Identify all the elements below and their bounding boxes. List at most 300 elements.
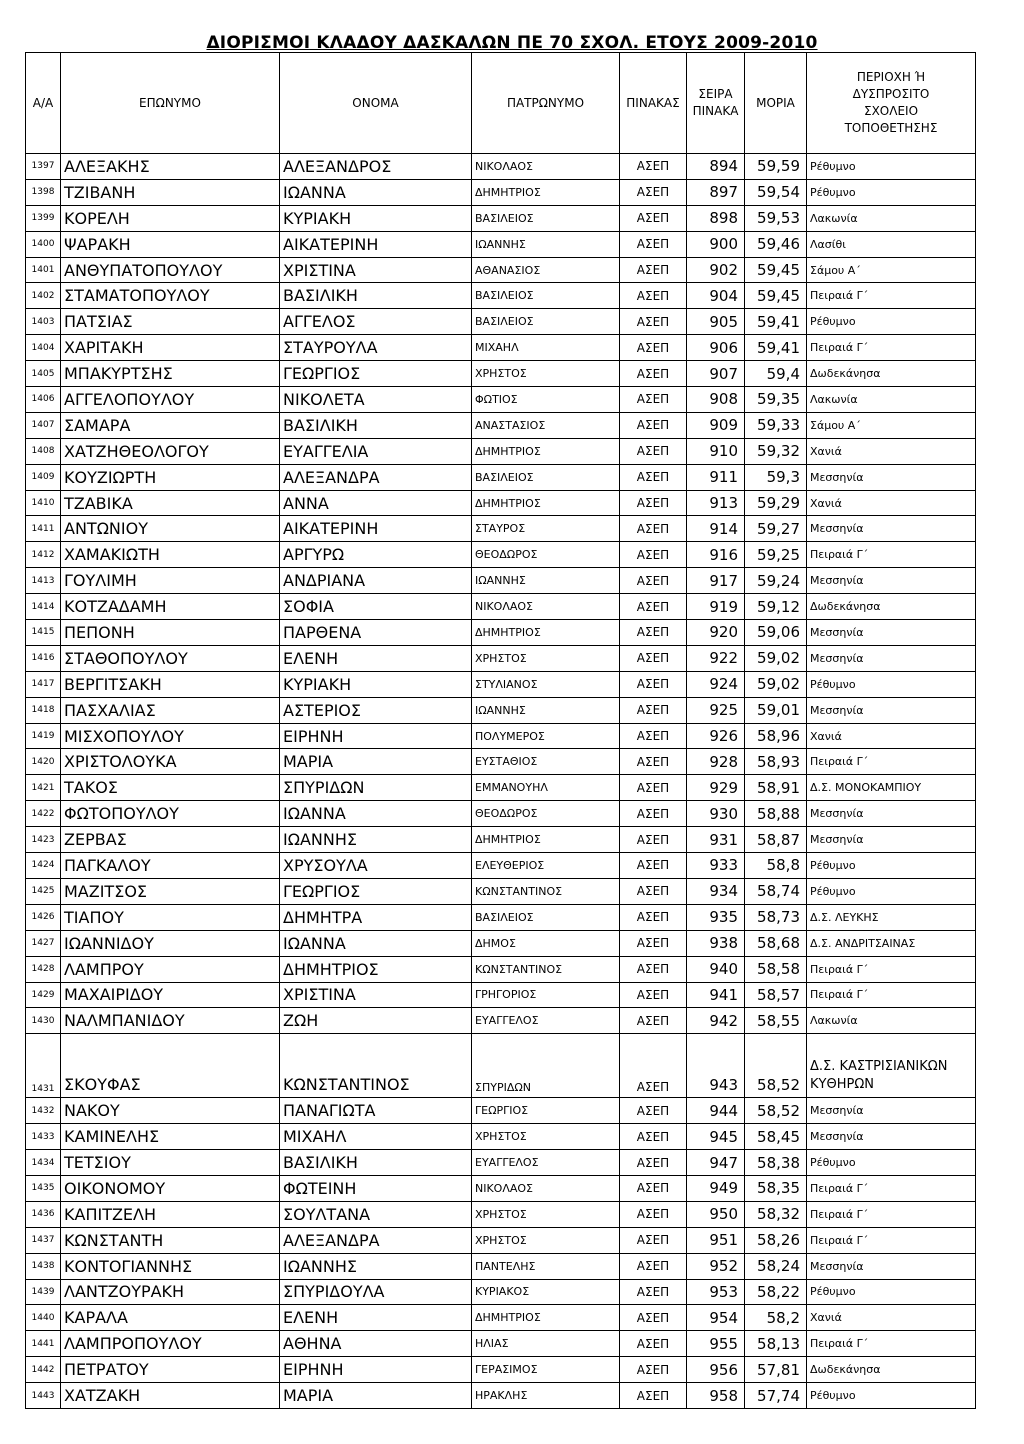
row-aa: 1424: [26, 853, 61, 879]
row-surname: ΤΑΚΟΣ: [61, 775, 280, 801]
row-father-name: ΔΗΜΟΣ: [472, 930, 620, 956]
row-pinakas: ΑΣΕΠ: [620, 154, 687, 180]
table-row: [26, 853, 976, 879]
row-pinakas: ΑΣΕΠ: [620, 930, 687, 956]
row-region: Μεσσηνία: [807, 1124, 976, 1150]
row-moria: 58,52: [745, 1098, 807, 1124]
row-father-name: ΕΛΕΥΘΕΡΙΟΣ: [472, 853, 620, 879]
row-name: ΧΡΙΣΤΙΝΑ: [280, 257, 472, 283]
row-seira: 913: [687, 490, 745, 516]
table-row: [26, 361, 976, 387]
row-pinakas: ΑΣΕΠ: [620, 490, 687, 516]
row-region: Λακωνία: [807, 387, 976, 413]
row-surname: ΧΡΙΣΤΟΛΟΥΚΑ: [61, 749, 280, 775]
row-name: ΧΡΙΣΤΙΝΑ: [280, 982, 472, 1008]
row-region: Ρέθυμνο: [807, 154, 976, 180]
row-surname: ΠΑΓΚΑΛΟΥ: [61, 853, 280, 879]
row-father-name: ΗΡΑΚΛΗΣ: [472, 1383, 620, 1409]
row-surname: ΠΑΣΧΑΛΙΑΣ: [61, 697, 280, 723]
row-father-name: ΔΗΜΗΤΡΙΟΣ: [472, 1305, 620, 1331]
row-surname: ΚΑΜΙΝΕΛΗΣ: [61, 1124, 280, 1150]
row-surname: ΛΑΜΠΡΟΠΟΥΛΟΥ: [61, 1331, 280, 1357]
row-region: Σάμου Α΄: [807, 257, 976, 283]
row-moria: 59,3: [745, 464, 807, 490]
row-region: Λακωνία: [807, 205, 976, 231]
row-pinakas: ΑΣΕΠ: [620, 982, 687, 1008]
row-moria: 57,74: [745, 1383, 807, 1409]
row-name: ΑΝΝΑ: [280, 490, 472, 516]
row-father-name: ΒΑΣΙΛΕΙΟΣ: [472, 309, 620, 335]
row-aa: 1440: [26, 1305, 61, 1331]
row-father-name: ΔΗΜΗΤΡΙΟΣ: [472, 490, 620, 516]
row-seira: 906: [687, 335, 745, 361]
row-name: ΕΥΑΓΓΕΛΙΑ: [280, 438, 472, 464]
row-seira: 931: [687, 827, 745, 853]
row-aa: 1415: [26, 620, 61, 646]
row-aa: 1409: [26, 464, 61, 490]
row-region: Μεσσηνία: [807, 620, 976, 646]
row-moria: 58,24: [745, 1253, 807, 1279]
row-moria: 59,53: [745, 205, 807, 231]
row-name: ΑΛΕΞΑΝΔΡΑ: [280, 464, 472, 490]
row-region: Πειραιά Γ΄: [807, 335, 976, 361]
row-aa: 1433: [26, 1124, 61, 1150]
table-row: [26, 464, 976, 490]
row-name: ΜΑΡΙΑ: [280, 749, 472, 775]
row-surname: ΚΑΡΑΛΑ: [61, 1305, 280, 1331]
table-row: [26, 1175, 976, 1201]
table-row: [26, 438, 976, 464]
row-aa: 1436: [26, 1201, 61, 1227]
row-father-name: ΠΑΝΤΕΛΗΣ: [472, 1253, 620, 1279]
row-aa: 1430: [26, 1008, 61, 1034]
row-seira: 940: [687, 956, 745, 982]
row-aa: 1427: [26, 930, 61, 956]
row-moria: 58,45: [745, 1124, 807, 1150]
table-row: [26, 801, 976, 827]
row-name: ΦΩΤΕΙΝΗ: [280, 1175, 472, 1201]
row-name: ΚΥΡΙΑΚΗ: [280, 671, 472, 697]
row-aa: 1420: [26, 749, 61, 775]
row-seira: 938: [687, 930, 745, 956]
row-moria: 59,41: [745, 309, 807, 335]
row-surname: ΣΤΑΘΟΠΟΥΛΟΥ: [61, 645, 280, 671]
row-father-name: ΝΙΚΟΛΑΟΣ: [472, 594, 620, 620]
row-surname: ΚΑΠΙΤΖΕΛΗ: [61, 1201, 280, 1227]
row-father-name: ΘΕΟΔΩΡΟΣ: [472, 801, 620, 827]
row-surname: ΤΙΑΠΟΥ: [61, 904, 280, 930]
row-name: ΑΘΗΝΑ: [280, 1331, 472, 1357]
row-aa: 1406: [26, 387, 61, 413]
row-seira: 955: [687, 1331, 745, 1357]
row-moria: 59,4: [745, 361, 807, 387]
row-region: Μεσσηνία: [807, 464, 976, 490]
row-moria: 57,81: [745, 1357, 807, 1383]
row-region: Ρέθυμνο: [807, 1279, 976, 1305]
row-aa: 1410: [26, 490, 61, 516]
row-moria: 59,06: [745, 620, 807, 646]
row-surname: ΧΑΜΑΚΙΩΤΗ: [61, 542, 280, 568]
row-surname: ΛΑΜΠΡΟΥ: [61, 956, 280, 982]
row-name: ΑΙΚΑΤΕΡΙΝΗ: [280, 516, 472, 542]
header-pinakas: ΠΙΝΑΚΑΣ: [620, 53, 687, 154]
row-moria: 58,22: [745, 1279, 807, 1305]
row-seira: 950: [687, 1201, 745, 1227]
row-pinakas: ΑΣΕΠ: [620, 1201, 687, 1227]
row-seira: 945: [687, 1124, 745, 1150]
row-father-name: ΕΜΜΑΝΟΥΗΛ: [472, 775, 620, 801]
row-surname: ΤΖΙΒΑΝΗ: [61, 179, 280, 205]
row-moria: 59,02: [745, 671, 807, 697]
row-seira: 916: [687, 542, 745, 568]
header-surname: ΕΠΩΝΥΜΟ: [61, 53, 280, 154]
row-region: Μεσσηνία: [807, 697, 976, 723]
table-row: [26, 1150, 976, 1176]
table-row: [26, 594, 976, 620]
row-father-name: ΕΥΑΓΓΕΛΟΣ: [472, 1150, 620, 1176]
row-surname: ΧΑΤΖΑΚΗ: [61, 1383, 280, 1409]
row-surname: ΠΕΠΟΝΗ: [61, 620, 280, 646]
row-surname: ΣΚΟΥΦΑΣ: [61, 1034, 280, 1098]
row-surname: ΧΑΡΙΤΑΚΗ: [61, 335, 280, 361]
row-father-name: ΔΗΜΗΤΡΙΟΣ: [472, 438, 620, 464]
row-father-name: ΗΛΙΑΣ: [472, 1331, 620, 1357]
row-seira: 910: [687, 438, 745, 464]
row-name: ΜΙΧΑΗΛ: [280, 1124, 472, 1150]
row-pinakas: ΑΣΕΠ: [620, 1279, 687, 1305]
row-seira: 951: [687, 1227, 745, 1253]
row-region: Λασίθι: [807, 231, 976, 257]
row-moria: 59,29: [745, 490, 807, 516]
table-body: [26, 154, 976, 1409]
header-region-line1: ΠΕΡΙΟΧΗ Ή: [856, 70, 926, 84]
row-aa: 1417: [26, 671, 61, 697]
row-seira: 917: [687, 568, 745, 594]
header-region-line2: ΔΥΣΠΡΟΣΙΤΟ: [852, 87, 930, 101]
row-moria: 59,02: [745, 645, 807, 671]
row-aa: 1443: [26, 1383, 61, 1409]
row-father-name: ΑΘΑΝΑΣΙΟΣ: [472, 257, 620, 283]
row-seira: 920: [687, 620, 745, 646]
header-region-line3: ΣΧΟΛΕΙΟ: [863, 104, 919, 118]
row-name: ΙΩΑΝΝΑ: [280, 179, 472, 205]
row-aa: 1398: [26, 179, 61, 205]
row-surname: ΣΤΑΜΑΤΟΠΟΥΛΟΥ: [61, 283, 280, 309]
row-pinakas: ΑΣΕΠ: [620, 205, 687, 231]
row-seira: 897: [687, 179, 745, 205]
table-row: [26, 775, 976, 801]
row-aa: 1425: [26, 878, 61, 904]
row-region: Πειραιά Γ΄: [807, 1201, 976, 1227]
row-father-name: ΓΕΩΡΓΙΟΣ: [472, 1098, 620, 1124]
row-aa: 1400: [26, 231, 61, 257]
row-aa: 1423: [26, 827, 61, 853]
table-row: [26, 1227, 976, 1253]
row-pinakas: ΑΣΕΠ: [620, 1008, 687, 1034]
row-region: Μεσσηνία: [807, 516, 976, 542]
row-father-name: ΙΩΑΝΝΗΣ: [472, 231, 620, 257]
row-seira: 922: [687, 645, 745, 671]
table-row: [26, 154, 976, 180]
row-surname: ΚΟΝΤΟΓΙΑΝΝΗΣ: [61, 1253, 280, 1279]
table-row: [26, 930, 976, 956]
row-name: ΣΤΑΥΡΟΥΛΑ: [280, 335, 472, 361]
header-seira: [687, 53, 745, 154]
row-pinakas: ΑΣΕΠ: [620, 438, 687, 464]
row-surname: ΙΩΑΝΝΙΔΟΥ: [61, 930, 280, 956]
row-pinakas: ΑΣΕΠ: [620, 645, 687, 671]
table-row: [26, 1305, 976, 1331]
row-pinakas: ΑΣΕΠ: [620, 1357, 687, 1383]
row-aa: 1416: [26, 645, 61, 671]
row-region: Ρέθυμνο: [807, 1150, 976, 1176]
row-seira: 935: [687, 904, 745, 930]
row-seira: 956: [687, 1357, 745, 1383]
document-title: ΔΙΟΡΙΣΜΟΙ ΚΛΑΔΟΥ ΔΑΣΚΑΛΩΝ ΠΕ 70 ΣΧΟΛ. ΕΤΟΥΣ 2009-2010: [206, 33, 818, 53]
row-moria: 58,52: [745, 1034, 807, 1098]
row-seira: 947: [687, 1150, 745, 1176]
row-name: ΝΙΚΟΛΕΤΑ: [280, 387, 472, 413]
table-row: [26, 568, 976, 594]
row-moria: 59,45: [745, 257, 807, 283]
row-aa: 1434: [26, 1150, 61, 1176]
row-pinakas: ΑΣΕΠ: [620, 775, 687, 801]
row-moria: 59,41: [745, 335, 807, 361]
row-moria: 59,35: [745, 387, 807, 413]
row-name: ΙΩΑΝΝΗΣ: [280, 827, 472, 853]
row-seira: 894: [687, 154, 745, 180]
row-region: Μεσσηνία: [807, 1253, 976, 1279]
row-seira: 953: [687, 1279, 745, 1305]
row-region: Πειραιά Γ΄: [807, 982, 976, 1008]
row-seira: 926: [687, 723, 745, 749]
row-pinakas: ΑΣΕΠ: [620, 542, 687, 568]
row-seira: 908: [687, 387, 745, 413]
row-pinakas: ΑΣΕΠ: [620, 1175, 687, 1201]
row-seira: 942: [687, 1008, 745, 1034]
row-father-name: ΧΡΗΣΤΟΣ: [472, 1227, 620, 1253]
row-name: ΠΑΝΑΓΙΩΤΑ: [280, 1098, 472, 1124]
row-father-name: ΚΩΝΣΤΑΝΤΙΝΟΣ: [472, 878, 620, 904]
row-moria: 59,01: [745, 697, 807, 723]
row-moria: 58,32: [745, 1201, 807, 1227]
row-pinakas: ΑΣΕΠ: [620, 516, 687, 542]
table-row: [26, 387, 976, 413]
row-father-name: ΣΠΥΡΙΔΩΝ: [472, 1034, 620, 1098]
row-aa: 1428: [26, 956, 61, 982]
row-surname: ΜΑΧΑΙΡΙΔΟΥ: [61, 982, 280, 1008]
table-row: [26, 179, 976, 205]
row-seira: 954: [687, 1305, 745, 1331]
row-moria: 59,46: [745, 231, 807, 257]
row-region: Δ.Σ. ΜΟΝΟΚΑΜΠΙΟΥ: [807, 775, 976, 801]
row-name: ΓΕΩΡΓΙΟΣ: [280, 361, 472, 387]
table-row: [26, 827, 976, 853]
row-aa: 1405: [26, 361, 61, 387]
row-moria: 58,74: [745, 878, 807, 904]
row-region: Δ.Σ. ΑΝΔΡΙΤΣΑΙΝΑΣ: [807, 930, 976, 956]
row-region: Δωδεκάνησα: [807, 361, 976, 387]
row-pinakas: ΑΣΕΠ: [620, 1124, 687, 1150]
row-pinakas: ΑΣΕΠ: [620, 568, 687, 594]
row-aa: 1435: [26, 1175, 61, 1201]
row-seira: 905: [687, 309, 745, 335]
row-region: Χανιά: [807, 1305, 976, 1331]
row-pinakas: ΑΣΕΠ: [620, 1305, 687, 1331]
row-moria: 58,93: [745, 749, 807, 775]
row-pinakas: ΑΣΕΠ: [620, 1331, 687, 1357]
row-region: Πειραιά Γ΄: [807, 749, 976, 775]
row-seira: 904: [687, 283, 745, 309]
table-row: [26, 956, 976, 982]
row-moria: 59,27: [745, 516, 807, 542]
row-seira: 900: [687, 231, 745, 257]
row-region: Μεσσηνία: [807, 827, 976, 853]
row-seira: 911: [687, 464, 745, 490]
row-father-name: ΙΩΑΝΝΗΣ: [472, 697, 620, 723]
row-seira: 902: [687, 257, 745, 283]
row-region: Μεσσηνία: [807, 801, 976, 827]
row-moria: 58,38: [745, 1150, 807, 1176]
row-seira: 934: [687, 878, 745, 904]
row-aa: 1421: [26, 775, 61, 801]
row-pinakas: ΑΣΕΠ: [620, 179, 687, 205]
row-region: Πειραιά Γ΄: [807, 1175, 976, 1201]
row-father-name: ΝΙΚΟΛΑΟΣ: [472, 154, 620, 180]
row-aa: 1408: [26, 438, 61, 464]
row-pinakas: ΑΣΕΠ: [620, 335, 687, 361]
row-region: Μεσσηνία: [807, 645, 976, 671]
row-name: ΕΛΕΝΗ: [280, 1305, 472, 1331]
row-aa: 1407: [26, 412, 61, 438]
row-moria: 59,59: [745, 154, 807, 180]
row-name: ΕΛΕΝΗ: [280, 645, 472, 671]
row-region: Ρέθυμνο: [807, 853, 976, 879]
row-pinakas: ΑΣΕΠ: [620, 361, 687, 387]
row-name: ΑΛΕΞΑΝΔΡΟΣ: [280, 154, 472, 180]
row-region: Δ.Σ. ΛΕΥΚΗΣ: [807, 904, 976, 930]
row-pinakas: ΑΣΕΠ: [620, 594, 687, 620]
row-surname: ΝΑΚΟΥ: [61, 1098, 280, 1124]
table-row: [26, 309, 976, 335]
table-header-row: [26, 53, 976, 154]
row-father-name: ΔΗΜΗΤΡΙΟΣ: [472, 827, 620, 853]
row-surname: ΚΩΝΣΤΑΝΤΗ: [61, 1227, 280, 1253]
row-aa: 1399: [26, 205, 61, 231]
row-seira: 914: [687, 516, 745, 542]
row-name: ΚΥΡΙΑΚΗ: [280, 205, 472, 231]
row-pinakas: ΑΣΕΠ: [620, 1383, 687, 1409]
row-name: ΖΩΗ: [280, 1008, 472, 1034]
row-name: ΕΙΡΗΝΗ: [280, 723, 472, 749]
table-row: [26, 1331, 976, 1357]
row-moria: 58,55: [745, 1008, 807, 1034]
row-father-name: ΒΑΣΙΛΕΙΟΣ: [472, 283, 620, 309]
table-row: [26, 904, 976, 930]
table-row: [26, 231, 976, 257]
row-region: Χανιά: [807, 438, 976, 464]
row-father-name: ΘΕΟΔΩΡΟΣ: [472, 542, 620, 568]
header-aa: Α/Α: [26, 53, 61, 154]
row-name: ΑΛΕΞΑΝΔΡΑ: [280, 1227, 472, 1253]
row-seira: 925: [687, 697, 745, 723]
row-pinakas: ΑΣΕΠ: [620, 1098, 687, 1124]
row-seira: 898: [687, 205, 745, 231]
row-seira: 930: [687, 801, 745, 827]
header-region-line4: ΤΟΠΟΘΕΤΗΣΗΣ: [844, 121, 938, 135]
header-region: [807, 53, 976, 154]
row-seira: 909: [687, 412, 745, 438]
table-row: [26, 723, 976, 749]
row-father-name: ΧΡΗΣΤΟΣ: [472, 361, 620, 387]
row-moria: 59,45: [745, 283, 807, 309]
row-seira: 944: [687, 1098, 745, 1124]
row-moria: 58,91: [745, 775, 807, 801]
row-name: ΙΩΑΝΝΗΣ: [280, 1253, 472, 1279]
row-moria: 58,13: [745, 1331, 807, 1357]
row-aa: 1422: [26, 801, 61, 827]
row-pinakas: ΑΣΕΠ: [620, 309, 687, 335]
row-aa: 1401: [26, 257, 61, 283]
row-aa: 1403: [26, 309, 61, 335]
row-seira: 928: [687, 749, 745, 775]
row-name: ΧΡΥΣΟΥΛΑ: [280, 853, 472, 879]
row-region: Χανιά: [807, 490, 976, 516]
row-father-name: ΒΑΣΙΛΕΙΟΣ: [472, 904, 620, 930]
row-name: ΑΡΓΥΡΩ: [280, 542, 472, 568]
appointments-table: [25, 52, 976, 1409]
row-surname: ΑΛΕΞΑΚΗΣ: [61, 154, 280, 180]
row-moria: 59,25: [745, 542, 807, 568]
table-row: [26, 620, 976, 646]
row-father-name: ΦΩΤΙΟΣ: [472, 387, 620, 413]
row-aa: 1432: [26, 1098, 61, 1124]
row-moria: 59,54: [745, 179, 807, 205]
row-surname: ΤΖΑΒΙΚΑ: [61, 490, 280, 516]
row-aa: 1442: [26, 1357, 61, 1383]
row-moria: 58,57: [745, 982, 807, 1008]
row-father-name: ΠΟΛΥΜΕΡΟΣ: [472, 723, 620, 749]
row-region: Ρέθυμνο: [807, 309, 976, 335]
row-father-name: ΧΡΗΣΤΟΣ: [472, 1124, 620, 1150]
row-aa: 1413: [26, 568, 61, 594]
row-surname: ΚΟΤΖΑΔΑΜΗ: [61, 594, 280, 620]
table-row: [26, 257, 976, 283]
row-father-name: ΚΥΡΙΑΚΟΣ: [472, 1279, 620, 1305]
row-name: ΑΣΤΕΡΙΟΣ: [280, 697, 472, 723]
row-surname: ΑΓΓΕΛΟΠΟΥΛΟΥ: [61, 387, 280, 413]
row-region: Μεσσηνία: [807, 1098, 976, 1124]
row-aa: 1431: [26, 1034, 61, 1098]
row-region: Ρέθυμνο: [807, 179, 976, 205]
table-row: [26, 749, 976, 775]
row-pinakas: ΑΣΕΠ: [620, 904, 687, 930]
row-aa: 1429: [26, 982, 61, 1008]
table-row: [26, 542, 976, 568]
row-surname: ΨΑΡΑΚΗ: [61, 231, 280, 257]
row-surname: ΚΟΥΖΙΩΡΤΗ: [61, 464, 280, 490]
table-row: [26, 645, 976, 671]
row-father-name: ΔΗΜΗΤΡΙΟΣ: [472, 179, 620, 205]
row-name: ΑΝΔΡΙΑΝΑ: [280, 568, 472, 594]
row-aa: 1438: [26, 1253, 61, 1279]
row-surname: ΠΕΤΡΑΤΟΥ: [61, 1357, 280, 1383]
row-name: ΚΩΝΣΤΑΝΤΙΝΟΣ: [280, 1034, 472, 1098]
row-pinakas: ΑΣΕΠ: [620, 801, 687, 827]
row-region: Χανιά: [807, 723, 976, 749]
row-moria: 58,58: [745, 956, 807, 982]
table-row: [26, 335, 976, 361]
